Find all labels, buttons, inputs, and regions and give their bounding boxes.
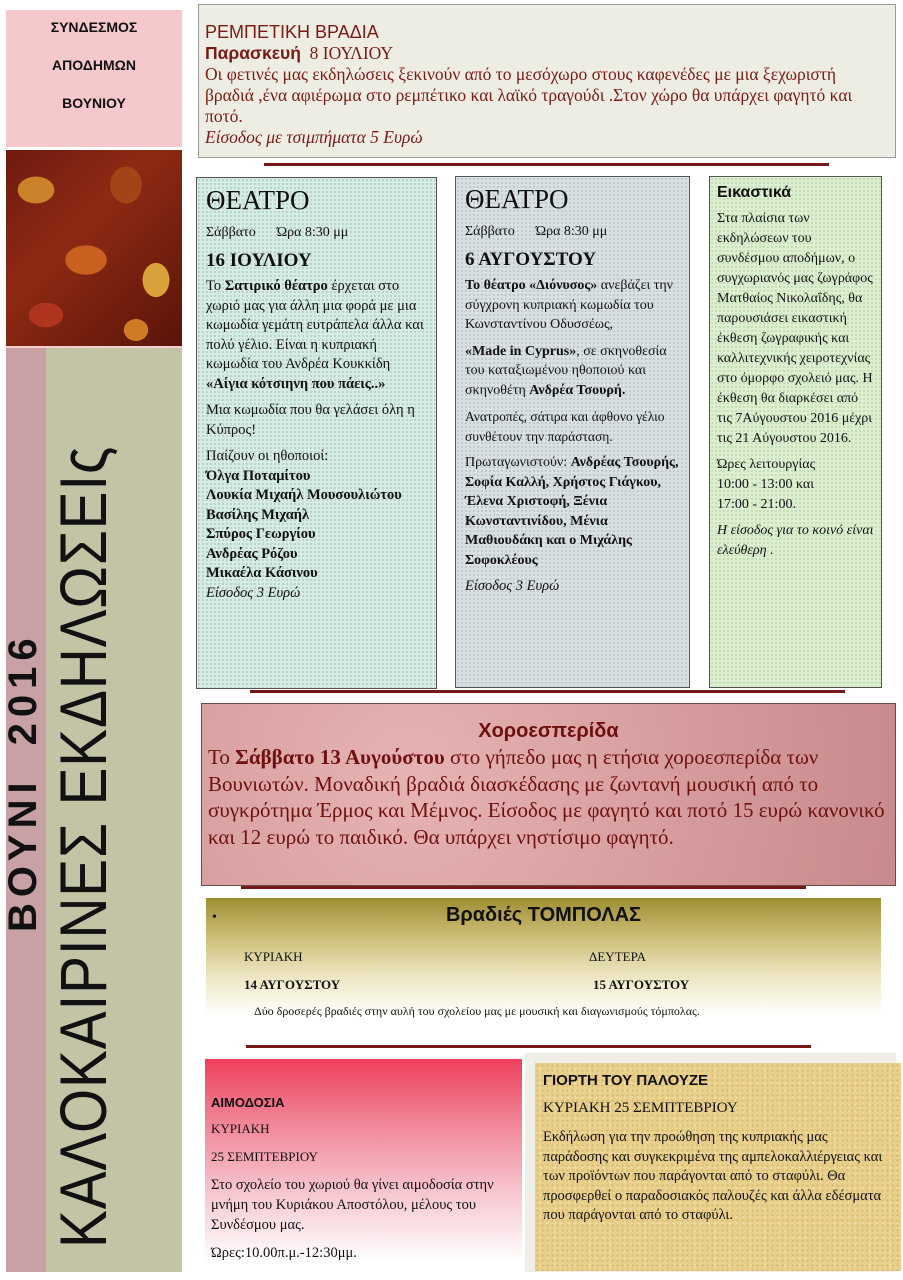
art-hours-2: 17:00 - 21:00. [717, 497, 796, 512]
divider-rule-1 [264, 163, 829, 166]
theatre-direction: «Made in Cyprus», σε σκηνοθεσία του καταξιωμένου ηθοποιού και σκηνοθέτη Ανδρέα Τσουρή. [465, 343, 667, 398]
tombola-description: Δύο δροσερές βραδιές στην αυλή του σχολείου μας με μουσική και διαγωνισμούς τόμπολας. [254, 1004, 700, 1018]
palouze-panel [535, 1063, 901, 1271]
theatre-entry: Είσοδος 3 Ευρώ [465, 578, 560, 594]
blood-donation-box [205, 1059, 522, 1273]
cast-member: Όλγα Ποταμίτου [206, 467, 311, 484]
tombola-box [206, 898, 881, 1029]
theatre-box-july [196, 177, 437, 689]
theatre-title: ΘΕΑΤΡΟ [206, 185, 310, 215]
theatre-cast: Πρωταγωνιστούν: Ανδρέας Τσουρής, Σοφία Καλλή, Χρήστος Γιάγκου, Έλενα Χριστοφή, Ξένια Κωνσταντινίδου, Μένια Μαθιουδάκη και ο Μιχάλης Σοφοκλέους [465, 455, 679, 568]
dance-night-box [201, 703, 896, 886]
palouze-title: ΓΙΟΡΤΗ ΤΟΥ ΠΑΛΟΥΖΕ [543, 1072, 709, 1089]
blood-donation-description: Στο σχολείο του χωριού θα γίνει αιμοδοσία στην μνήμη του Κυριάκου Αποστόλου, μέλους του Συνδέσμου μας. [211, 1177, 494, 1233]
palouze-festival-box [525, 1053, 896, 1272]
blood-donation-day: ΚΥΡΙΑΚΗ [211, 1121, 270, 1136]
association-line-2: ΑΠΟΔΗΜΩΝ [52, 57, 136, 73]
theatre-date: 6 ΑΥΓΟΥΣΤΟΥ [465, 248, 597, 270]
art-entry: Η είσοδος για το κοινό είναι ελεύθερη . [717, 523, 874, 558]
blood-donation-hours: Ώρες:10.00π.μ.-12:30μμ. [211, 1245, 357, 1261]
rebetiko-title: ΡΕΜΠΕΤΙΚΗ ΒΡΑΔΙΑ [205, 22, 379, 42]
theatre-tagline: Ανατροπές, σάτιρα και άφθονο γέλιο συνθέτουν την παράσταση. [465, 409, 665, 444]
blood-donation-date: 25 ΣΕΜΠΤΕΒΡΙΟΥ [211, 1149, 318, 1164]
rebetiko-date-line [205, 43, 889, 64]
divider-rule-4 [246, 1045, 811, 1048]
theatre-box-august [455, 176, 690, 688]
association-line-1: ΣΥΝΔΕΣΜΟΣ [50, 19, 138, 35]
rebetiko-date: 8 ΙΟΥΛΙΟΥ [309, 43, 394, 63]
cast-member: Λουκία Μιχαήλ Μουσουλιώτου [206, 487, 402, 503]
theatre-date: 16 ΙΟΥΛΙΟΥ [206, 249, 312, 271]
vertical-title [0, 380, 175, 1280]
theatre-description: Το θέατρο «Διόνυσος» ανεβάζει την σύγχρονη κυπριακή κωμωδία του Κωνσταντίνου Οδυσσέως, [465, 278, 674, 332]
palouze-description: Εκδήλωση για την προώθηση της κυπριακής μας παράδοσης και συγκεκριμένα της αμπελοκαλλιέργειας και των προϊόντων που παράγονται από το σταφύλι. Θα προσφερθεί ο παραδοσιακός παλουζές και άλλα εδέσματα που παράγονται από το σταφύλι. [543, 1129, 883, 1223]
art-hours-label: Ώρες λειτουργίας [717, 457, 816, 472]
theatre-tagline: Μια κωμωδία που θα γελάσει όλη η Κύπρος! [206, 402, 415, 438]
theatre-title: ΘΕΑΤΡΟ [465, 184, 569, 214]
cast-member: Σπύρος Γεωργίου [206, 526, 316, 542]
theatre-entry: Είσοδος 3 Ευρώ [206, 584, 301, 601]
cast-member: Βασίλης Μιχαήλ [206, 506, 310, 523]
cast-member: Ανδρέας Ρόζου [206, 545, 298, 562]
cast-label: Παίζουν οι ηθοποιοί: [206, 448, 329, 464]
divider-rule-2 [250, 690, 845, 693]
theatre-time: Σάββατο Ώρα 8:30 μμ [465, 224, 608, 239]
tombola-date-2: 15 ΑΥΓΟΥΣΤΟΥ [593, 977, 690, 992]
association-header [6, 10, 182, 147]
cast-member: Μικαέλα Κάσινου [206, 565, 318, 581]
art-hours-1: 10:00 - 13:00 και [717, 477, 814, 492]
dance-title: Χοροεσπερίδα [478, 720, 619, 742]
rebetiko-entry: Είσοδος με τσιμπήματα 5 Ευρώ [205, 127, 423, 147]
tombola-day-1: ΚΥΡΙΑΚΗ [244, 949, 303, 964]
blood-donation-title: ΑΙΜΟΔΟΣΙΑ [211, 1095, 285, 1110]
tombola-date-1: 14 ΑΥΓΟΥΣΤΟΥ [244, 977, 341, 992]
cast-list [206, 467, 427, 584]
bullet-icon: • [212, 910, 217, 925]
divider-rule-3 [241, 886, 806, 889]
autumn-leaves-image [6, 150, 182, 348]
dance-description: Το Σάββατο 13 Αυγούστου στο γήπεδο μας η ετήσια χοροεσπερίδα των Βουνιωτών. Μοναδική βραδιά διασκέδασης με ζωντανή μουσική από το συγκρότημα Έρμος και Μέμνος. Είσοδος με φαγητό και ποτό 15 ευρώ κανονικό και 12 ευρώ το παιδικό. Θα υπάρχει νηστίσιμο φαγητό. [208, 745, 885, 849]
place-year-label: ΒΟΥΝΙ 2016 [1, 632, 45, 932]
tombola-title: Βραδιές ΤΟΜΠΟΛΑΣ [445, 904, 642, 926]
rebetiko-day: Παρασκευή [205, 43, 301, 63]
art-description: Στα πλαίσια των εκδηλώσεων του συνδέσμου αποδήμων, ο συγχωριανός μας ζωγράφος Ματθαίος Νικολαΐδης, θα παρουσιάσει εικαστική έκθεση ζωγραφικής και καλλιτεχνικής χειροτεχνίας στο όμορφο σχολειό μας. Η έκθεση θα διαρκέσει από τις 7Αύγουστου 2016 μέχρι τις 21 Αύγουστου 2016. [717, 211, 873, 446]
tombola-day-2: ΔΕΥΤΕΡΑ [589, 949, 647, 964]
palouze-date: ΚΥΡΙΑΚΗ 25 ΣΕΜΠΤΕΒΡΙΟΥ [543, 1099, 738, 1116]
theatre-time: Σάββατο Ώρα 8:30 μμ [206, 225, 349, 240]
rebetiko-description: Οι φετινές μας εκδηλώσεις ξεκινούν από το μεσόχωρο στους καφενέδες με μια ξεχωριστή βραδιά ,ένα αφιέρωμα στο ρεμπέτικο και λαϊκό τραγούδι .Στον χώρο θα υπάρχει φαγητό και ποτό. [205, 64, 853, 126]
rebetiko-night-box [198, 4, 896, 158]
art-exhibition-box [709, 176, 882, 688]
association-line-3: ΒΟΥΝΙΟΥ [62, 95, 126, 111]
art-title: Εικαστικά [717, 184, 792, 201]
summer-events-title: ΚΑΛΟΚΑΙΡΙΝΕΣ ΕΚΔΗΛΩΣΕΙς [46, 445, 120, 1248]
theatre-description: Το Σατιρικό θέατρο έρχεται στο χωριό μας για άλλη μια φορά με μια κωμωδία γεμάτη ευτράπελα άλλα και πολύ γέλιο. Είναι η κυπριακή κωμωδία του Ανδρέα Κουκκίδη «Αίγια κότσιηνη που πάεις..» [206, 278, 424, 392]
